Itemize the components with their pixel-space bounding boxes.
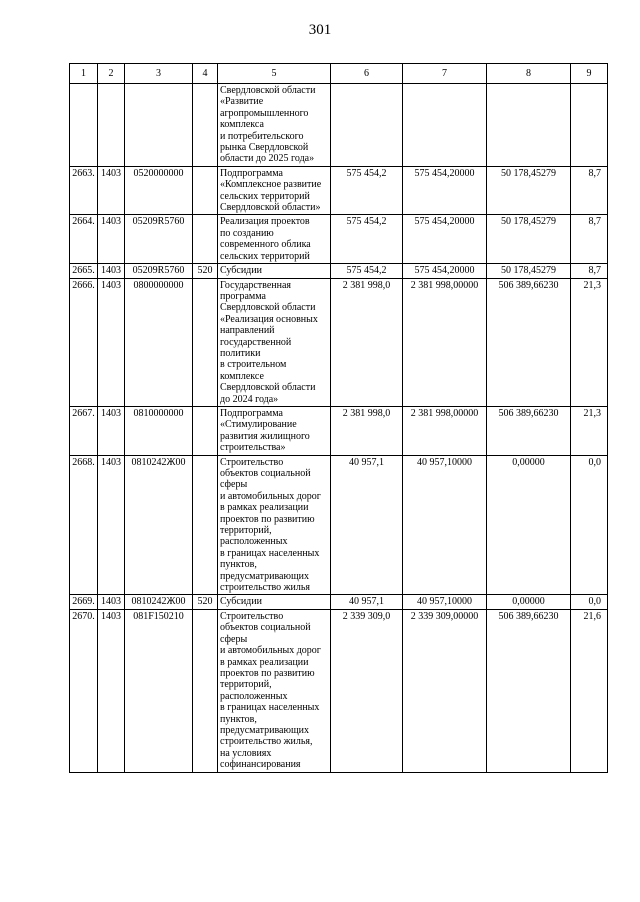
item-name-line: расположенных [220, 536, 288, 548]
item-name [218, 406, 331, 455]
target-code: 0520000000 [125, 166, 193, 215]
amount-executed [487, 84, 571, 167]
item-name-line: «Развитие [220, 96, 264, 108]
item-name [218, 84, 331, 167]
execution-percent: 8,7 [571, 215, 608, 264]
item-name-line: проектов по развитию [220, 667, 315, 679]
item-name [218, 455, 331, 595]
row-number: 2663. [70, 166, 98, 215]
item-name-line: на условиях [220, 747, 272, 759]
table-row [70, 84, 608, 167]
expense-type: 520 [193, 264, 218, 278]
section-code: 1403 [98, 609, 125, 772]
target-code: 0810242Ж00 [125, 455, 193, 595]
item-name-line: строительство жилья, [220, 736, 313, 748]
amount-planned: 575 454,2 [331, 215, 403, 264]
amount-executed: 0,00000 [487, 455, 571, 595]
item-name-line: Свердловской области [220, 382, 316, 394]
item-name-line: рынка Свердловской [220, 142, 309, 154]
item-name-line: политики [220, 347, 261, 359]
amount-approved: 575 454,20000 [403, 264, 487, 278]
item-name-line: пунктов, [220, 713, 257, 725]
item-name [218, 166, 331, 215]
expense-type: 520 [193, 595, 218, 609]
item-name-line: развития жилищного [220, 430, 310, 442]
table-row [70, 166, 608, 215]
execution-percent: 8,7 [571, 264, 608, 278]
execution-percent: 0,0 [571, 455, 608, 595]
item-name-line: Строительство [220, 456, 284, 468]
item-name-line: Свердловской области [220, 302, 316, 314]
section-code: 1403 [98, 595, 125, 609]
row-number: 2670. [70, 609, 98, 772]
target-code: 05209R5760 [125, 215, 193, 264]
table-row [70, 264, 608, 278]
item-name-line: Подпрограмма [220, 167, 283, 179]
item-name-line: и потребительского [220, 130, 304, 142]
column-header-2: 2 [98, 64, 125, 84]
item-name-line: в строительном [220, 359, 287, 371]
column-header-6: 6 [331, 64, 403, 84]
item-name [218, 278, 331, 406]
expense-type [193, 406, 218, 455]
item-name-line: и автомобильных дорог [220, 490, 321, 502]
table-row [70, 406, 608, 455]
amount-planned [331, 84, 403, 167]
item-name-line: в границах населенных [220, 547, 320, 559]
item-name-line: по созданию [220, 227, 274, 239]
target-code: 05209R5760 [125, 264, 193, 278]
item-name-line: современного облика [220, 239, 311, 251]
expense-type [193, 609, 218, 772]
item-name-line: территорий, [220, 679, 272, 691]
amount-planned: 2 381 998,0 [331, 406, 403, 455]
section-code: 1403 [98, 406, 125, 455]
item-name-line: Строительство [220, 610, 284, 622]
table-row [70, 455, 608, 595]
execution-percent: 0,0 [571, 595, 608, 609]
item-name-line: предусматривающих [220, 724, 310, 736]
item-name-line: области до 2025 года» [220, 153, 315, 165]
expense-type [193, 455, 218, 595]
item-name-line: Подпрограмма [220, 407, 283, 419]
row-number: 2665. [70, 264, 98, 278]
amount-executed: 506 389,66230 [487, 406, 571, 455]
section-code [98, 84, 125, 167]
item-name-line: предусматривающих [220, 570, 310, 582]
item-name-line: в рамках реализации [220, 656, 309, 668]
table-body [70, 84, 608, 773]
page-number: 301 [308, 22, 332, 38]
column-header-1: 1 [70, 64, 98, 84]
item-name-line: Свердловской области» [220, 202, 321, 214]
row-number: 2668. [70, 455, 98, 595]
amount-planned: 40 957,1 [331, 595, 403, 609]
budget-table [69, 63, 608, 773]
execution-percent: 21,3 [571, 406, 608, 455]
item-name [218, 264, 331, 278]
item-name-line: комплексе [220, 370, 264, 382]
target-code: 0800000000 [125, 278, 193, 406]
amount-executed: 506 389,66230 [487, 609, 571, 772]
item-name-line: Субсидии [220, 596, 262, 608]
amount-approved: 575 454,20000 [403, 215, 487, 264]
amount-planned: 2 339 309,0 [331, 609, 403, 772]
amount-executed: 0,00000 [487, 595, 571, 609]
item-name-line: Реализация проектов [220, 216, 310, 228]
target-code: 081F150210 [125, 609, 193, 772]
column-header-8: 8 [487, 64, 571, 84]
item-name-line: проектов по развитию [220, 513, 315, 525]
row-number: 2666. [70, 278, 98, 406]
item-name-line: Субсидии [220, 265, 262, 277]
item-name [218, 609, 331, 772]
item-name-line: «Реализация основных [220, 313, 318, 325]
item-name-line: Государственная [220, 279, 292, 291]
target-code [125, 84, 193, 167]
amount-planned: 575 454,2 [331, 166, 403, 215]
item-name-line: расположенных [220, 690, 288, 702]
table-row [70, 215, 608, 264]
section-code: 1403 [98, 278, 125, 406]
target-code: 0810242Ж00 [125, 595, 193, 609]
amount-executed: 50 178,45279 [487, 166, 571, 215]
section-code: 1403 [98, 455, 125, 595]
target-code: 0810000000 [125, 406, 193, 455]
column-header-7: 7 [403, 64, 487, 84]
amount-planned: 2 381 998,0 [331, 278, 403, 406]
item-name-line: в рамках реализации [220, 502, 309, 514]
amount-approved: 2 381 998,00000 [403, 278, 487, 406]
amount-approved: 40 957,10000 [403, 595, 487, 609]
amount-executed: 50 178,45279 [487, 264, 571, 278]
amount-planned: 575 454,2 [331, 264, 403, 278]
amount-planned: 40 957,1 [331, 455, 403, 595]
row-number: 2664. [70, 215, 98, 264]
table-row [70, 595, 608, 609]
execution-percent: 21,3 [571, 278, 608, 406]
item-name-line: в границах населенных [220, 702, 320, 714]
item-name-line: и автомобильных дорог [220, 645, 321, 657]
item-name-line: софинансирования [220, 759, 301, 771]
item-name-line: строительства» [220, 442, 286, 454]
amount-executed: 506 389,66230 [487, 278, 571, 406]
item-name [218, 215, 331, 264]
expense-type [193, 166, 218, 215]
table-row [70, 278, 608, 406]
execution-percent: 21,6 [571, 609, 608, 772]
expense-type [193, 278, 218, 406]
expense-type [193, 215, 218, 264]
column-header-9: 9 [571, 64, 608, 84]
item-name-line: «Комплексное развитие [220, 179, 322, 191]
item-name-line: до 2024 года» [220, 393, 279, 405]
column-header-5: 5 [218, 64, 331, 84]
section-code: 1403 [98, 215, 125, 264]
amount-approved [403, 84, 487, 167]
column-header-3: 3 [125, 64, 193, 84]
item-name-line: программа [220, 290, 266, 302]
item-name-line: объектов социальной [220, 622, 311, 634]
expense-type [193, 84, 218, 167]
item-name-line: сельских территорий [220, 190, 310, 202]
item-name-line: сельских территорий [220, 250, 310, 262]
amount-approved: 2 339 309,00000 [403, 609, 487, 772]
execution-percent: 8,7 [571, 166, 608, 215]
item-name-line: территорий, [220, 525, 272, 537]
row-number [70, 84, 98, 167]
column-header-4: 4 [193, 64, 218, 84]
item-name-line: направлений [220, 325, 275, 337]
item-name-line: Свердловской области [220, 85, 316, 96]
item-name-line: строительство жилья [220, 582, 311, 594]
table-header-row [70, 64, 608, 84]
item-name-line: государственной [220, 336, 292, 348]
item-name-line: агропромышленного [220, 107, 309, 119]
amount-approved: 2 381 998,00000 [403, 406, 487, 455]
amount-approved: 40 957,10000 [403, 455, 487, 595]
row-number: 2667. [70, 406, 98, 455]
amount-executed: 50 178,45279 [487, 215, 571, 264]
item-name-line: «Стимулирование [220, 419, 297, 431]
item-name-line: комплекса [220, 119, 264, 131]
section-code: 1403 [98, 264, 125, 278]
item-name-line: сферы [220, 479, 248, 491]
amount-approved: 575 454,20000 [403, 166, 487, 215]
item-name-line: объектов социальной [220, 468, 311, 479]
item-name-line: пунктов, [220, 559, 257, 571]
row-number: 2669. [70, 595, 98, 609]
item-name [218, 595, 331, 609]
item-name-line: сферы [220, 633, 248, 645]
section-code: 1403 [98, 166, 125, 215]
execution-percent [571, 84, 608, 167]
table-row [70, 609, 608, 772]
